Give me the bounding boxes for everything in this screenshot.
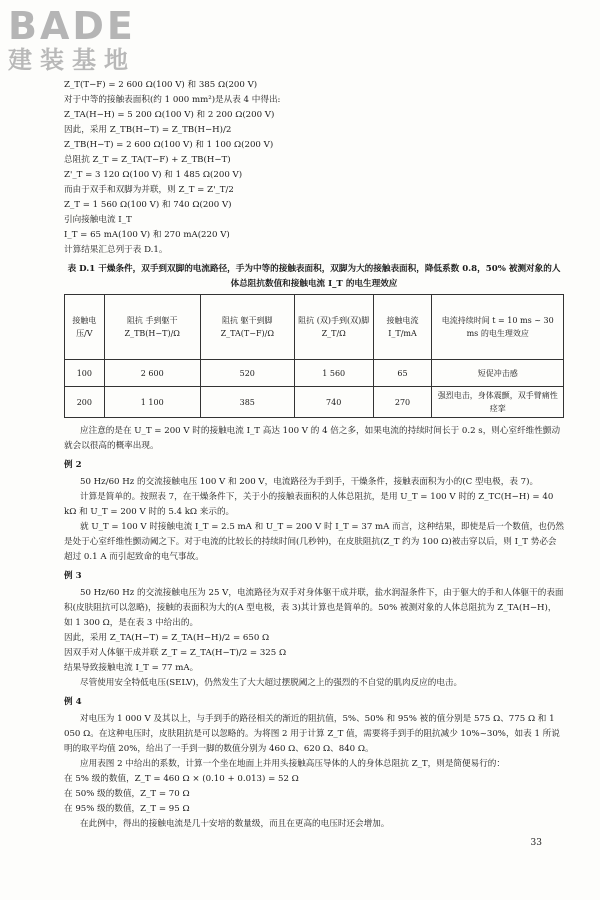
text-line: 引向接触电流 I_T xyxy=(64,215,132,225)
text-line: 在 5% 级的数值，Z_T = 460 Ω × (0.10 + 0.013) = 52 Ω xyxy=(64,774,299,784)
table-cell: 270 xyxy=(373,387,432,418)
example-heading: 例 3 xyxy=(64,571,82,581)
table-cell: 1 100 xyxy=(104,387,200,418)
data-table xyxy=(64,294,564,418)
text-line: 对于中等的接触表面积(约 1 000 mm²)是从表 4 中得出: xyxy=(64,95,281,105)
header-cell: 阻抗 手到躯干 Z_TB(H−T)/Ω xyxy=(104,295,200,360)
table-cell: 1 560 xyxy=(294,360,373,387)
table-cell: 强烈电击，身体震颤，双手臂痛性痉挛 xyxy=(432,387,564,418)
text-line: Z_TA(H−H) = 5 200 Ω(100 V) 和 2 200 Ω(200 V) xyxy=(64,110,275,120)
paragraph: 50 Hz/60 Hz 的交流接触电压为 25 V，电流路径为双手对身体躯干成并联，盐水润湿条件下，由于躯大的手和人体躯干的表面积(皮肤阻抗可以忽略)，接触的表面积为大的(A 型电极，表 3)其计算也是简单的。50% 被测对象的人体总阻抗为 Z_TA(H−H)，如 1 300 Ω，是在表 3 中给出的。 xyxy=(64,588,564,628)
header-cell: 阻抗 (双)手到(双)脚 Z_T/Ω xyxy=(294,295,373,360)
example-heading: 例 4 xyxy=(64,697,82,707)
text-line: 因此，采用 Z_TA(H−T) = Z_TA(H−H)/2 = 650 Ω xyxy=(64,633,270,643)
text-line: 在 50% 级的数值，Z_T = 70 Ω xyxy=(64,789,190,799)
text-line: Z_TB(H−T) = 2 600 Ω(100 V) 和 1 100 Ω(200 V) xyxy=(64,140,274,150)
paragraph: 在此例中，得出的接触电流是几十安培的数量级，而且在更高的电压时还会增加。 xyxy=(80,819,390,829)
paragraph: 应用表图 2 中给出的系数，计算一个坐在地面上并用头接触高压导体的人的身体总阻抗 Z_T，则是简便易行的： xyxy=(80,759,505,769)
table-row xyxy=(65,360,564,387)
text-line: Z'_T = 3 120 Ω(100 V) 和 1 485 Ω(200 V) xyxy=(64,170,243,180)
table-cell: 385 xyxy=(200,387,294,418)
text-line: 总阻抗 Z_T = Z_TA(T−F) + Z_TB(H−T) xyxy=(64,155,231,165)
header-cell: 接触电压/V xyxy=(65,295,105,360)
table-cell: 740 xyxy=(294,387,373,418)
table-cell: 65 xyxy=(373,360,432,387)
header-cell: 电流持续时间 t = 10 ms ~ 30 ms 的电生理效应 xyxy=(432,295,564,360)
example-heading: 例 2 xyxy=(64,460,82,470)
table-cell: 2 600 xyxy=(104,360,200,387)
text-line: 因双手对人体躯干成并联 Z_T = Z_TA(H−T)/2 = 325 Ω xyxy=(64,648,287,658)
header-cell: 接触电流 I_T/mA xyxy=(373,295,432,360)
table-caption: 表 D.1 干燥条件，双手到双脚的电流路径，手为中等的接触表面积，双脚为大的接触表面积，降低系数 0.8，50% 被测对象的人体总阻抗数值和接触电流 I_T 的电生理效应 xyxy=(67,264,561,289)
text-line: 结果导致接触电流 I_T = 77 mA。 xyxy=(64,663,199,673)
table-cell: 200 xyxy=(65,387,105,418)
paragraph: 计算是简单的。按照表 7，在干燥条件下，关于小的接触表面积的人体总阻抗，是用 U_T = 100 V 时的 Z_TC(H−H) = 40 kΩ 和 U_T = 200 V 时的 5.4 kΩ 来示的。 xyxy=(64,492,554,517)
paragraph: 就 U_T = 100 V 时接触电流 I_T = 2.5 mA 和 U_T = 200 V 时 I_T = 37 mA 而言，这种结果，即使是后一个数值，也仍然是处于心室纤维性颤动阈之下。对于电流的比较长的持续时间(几秒钟)，在皮肤阻抗(Z_T 约为 100 Ω)被击穿以后，则 I_T 势必会超过 0.1 A 而引起致命的电气事故。 xyxy=(64,522,564,562)
table-cell: 520 xyxy=(200,360,294,387)
text-line: I_T = 65 mA(100 V) 和 270 mA(220 V) xyxy=(64,230,230,240)
paragraph: 尽管使用安全特低电压(SELV)，仍然发生了大大超过摆脱阈之上的强烈的不自觉的肌肉反应的电击。 xyxy=(80,678,463,688)
document-body xyxy=(64,78,564,832)
text-line: 因此，采用 Z_TB(H−T) = Z_TB(H−H)/2 xyxy=(64,125,232,135)
text-line: 计算结果汇总列于表 D.1。 xyxy=(64,245,168,255)
text-line: 而由于双手和双脚为并联，则 Z_T = Z'_T/2 xyxy=(64,185,234,195)
table-cell: 短促冲击感 xyxy=(432,360,564,387)
paragraph: 50 Hz/60 Hz 的交流接触电压 100 V 和 200 V，电流路径为手到手，干燥条件，接触表面积为小的(C 型电极，表 7)。 xyxy=(80,477,539,487)
table-cell: 100 xyxy=(65,360,105,387)
text-line: 在 95% 级的数值，Z_T = 95 Ω xyxy=(64,804,190,814)
header-cell: 阻抗 躯干到脚 Z_TA(T−F)/Ω xyxy=(200,295,294,360)
table-row xyxy=(65,387,564,418)
logo-wordmark: BADE xyxy=(8,4,136,48)
logo-chinese: 建装基地 xyxy=(8,46,136,74)
page-number: 33 xyxy=(530,838,542,848)
paragraph: 应注意的是在 U_T = 200 V 时的接触电流 I_T 高达 100 V 的 4 倍之多，如果电流的持续时间长于 0.2 s，则心室纤维性颤动就会以很高的概率出现。 xyxy=(64,426,561,451)
text-line: Z_T(T−F) = 2 600 Ω(100 V) 和 385 Ω(200 V) xyxy=(64,80,258,90)
paragraph: 对电压为 1 000 V 及其以上，与手到手的路径相关的渐近的阻抗值，5%、50% 和 95% 被的值分别是 575 Ω、775 Ω 和 1 050 Ω。在这种电压时，皮肤阻抗是可以忽略的。为将图 2 用于计算 Z_T 值，需要将手到手的阻抗减少 10%~30%，如表 1 所说明的取平均值 20%，给出了一手到一脚的数值分别为 460 Ω、620 Ω、840 Ω。 xyxy=(64,714,560,754)
logo xyxy=(8,6,158,74)
text-line: Z_T = 1 560 Ω(100 V) 和 740 Ω(200 V) xyxy=(64,200,232,210)
table-header-row xyxy=(65,295,564,360)
